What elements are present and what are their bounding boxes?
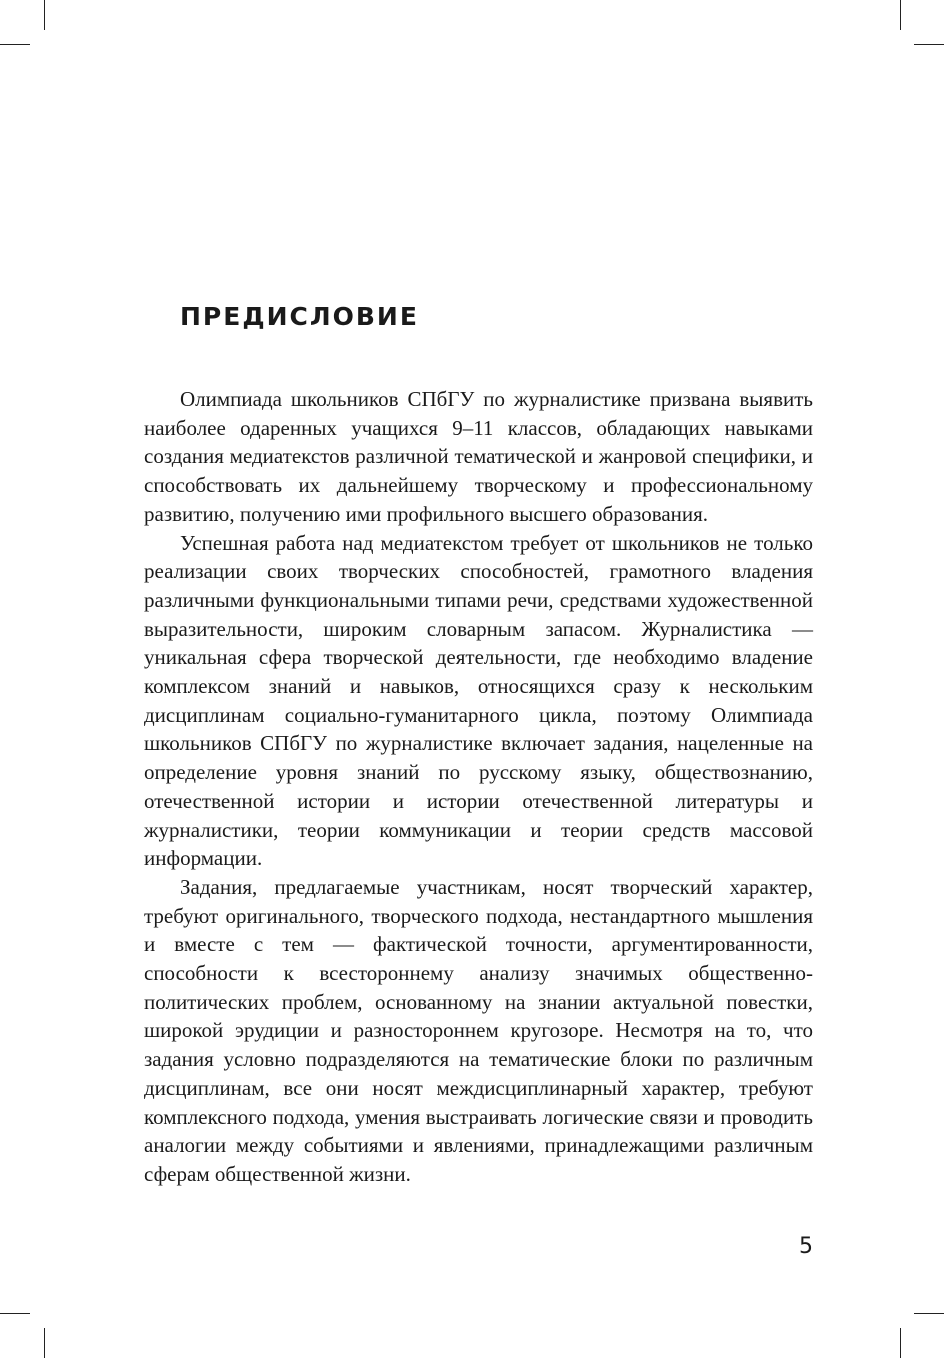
crop-mark-bottom-right-vertical	[900, 1328, 901, 1358]
paragraph-1: Олимпиада школьников СПбГУ по журналистике призвана выявить наиболее одаренных учащихся 9–11 классов, обладающих навыками создания медиатекстов различной тематической и жанровой специфики, и способствовать их дальнейшему творческому и профессиональному развитию, получению ими профильного высшего образования.	[144, 387, 813, 526]
paragraph-3: Задания, предлагаемые участникам, носят творческий характер, требуют оригинального, творческого подхода, нестандартного мышления и вместе с тем — фактической точности, аргументированности, способности к всестороннему анализу значимых общественно-политических проблем, основанному на знании актуальной повестки, широкой эрудиции и разностороннем кругозоре. Несмотря на то, что задания условно подразделяются на тематические блоки по различным дисциплинам, все они носят междисциплинарный характер, требуют комплексного подхода, умения выстраивать логические связи и проводить аналогии между событиями и явлениями, принадлежащими различным сферам общественной жизни.	[144, 874, 813, 1186]
crop-mark-bottom-right-horizontal	[914, 1313, 944, 1314]
paragraph-2: Успешная работа над медиатекстом требует от школьников не только реализации своих творческих способностей, грамотного владения различными функциональными типами речи, средствами художественной выразительности, широким словарным запасом. Журналистика — уникальная сфера творческой деятельности, где необходимо владение комплексом знаний и навыков, относящихся сразу к нескольким дисциплинам социально-гуманитарного цикла, поэтому Олимпиада школьников СПбГУ по журналистике включает задания, нацеленные на определение уровня знаний по русскому языку, обществознанию, отечественной истории и истории отечественной литературы и журналистики, теории коммуникации и теории средств массовой информации.	[144, 530, 813, 871]
crop-mark-top-right-vertical	[900, 0, 901, 30]
crop-mark-top-left-vertical	[44, 0, 45, 30]
crop-mark-bottom-left-horizontal	[0, 1313, 30, 1314]
page-title: ПРЕДИСЛОВИЕ	[180, 302, 419, 331]
crop-mark-bottom-left-vertical	[44, 1328, 45, 1358]
crop-mark-top-right-horizontal	[914, 44, 944, 45]
page-number: 5	[799, 1234, 813, 1259]
preface-body	[144, 385, 813, 1189]
crop-mark-top-left-horizontal	[0, 44, 30, 45]
